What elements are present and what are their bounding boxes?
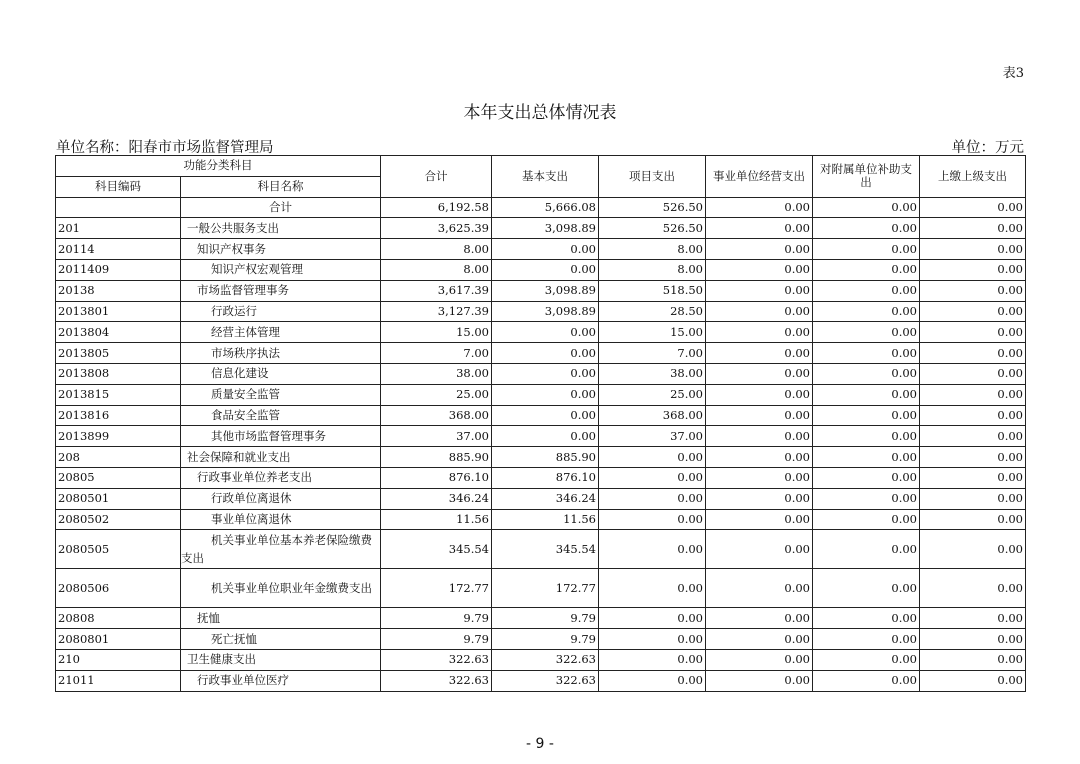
cell-total: 322.63 [381,670,492,691]
cell-business: 0.00 [706,218,813,239]
cell-upper: 0.00 [920,343,1026,364]
cell-basic: 876.10 [492,467,599,488]
cell-name: 知识产权宏观管理 [181,259,381,280]
cell-subsidy: 0.00 [813,467,920,488]
cell-subsidy: 0.00 [813,322,920,343]
cell-name-text: 机关事业单位职业年金缴费支出 [211,581,372,596]
table-row [56,384,1026,405]
table-row [56,343,1026,364]
cell-total: 9.79 [381,629,492,650]
cell-code: 21011 [56,670,181,691]
cell-subsidy: 0.00 [813,301,920,322]
cell-upper: 0.00 [920,259,1026,280]
unit-label: 单位：万元 [951,140,1024,156]
cell-basic: 322.63 [492,670,599,691]
cell-subsidy: 0.00 [813,218,920,239]
cell-basic: 0.00 [492,239,599,260]
cell-upper: 0.00 [920,467,1026,488]
cell-name: 行政事业单位养老支出 [181,467,381,488]
cell-business: 0.00 [706,280,813,301]
cell-basic: 9.79 [492,608,599,629]
cell-project: 0.00 [599,467,706,488]
cell-upper: 0.00 [920,509,1026,530]
table-row [56,530,1026,569]
cell-name: 经营主体管理 [181,322,381,343]
cell-upper: 0.00 [920,218,1026,239]
cell-business: 0.00 [706,608,813,629]
cell-total: 368.00 [381,405,492,426]
cell-project: 25.00 [599,384,706,405]
page-title: 本年支出总体情况表 [463,103,617,123]
cell-code: 20808 [56,608,181,629]
cell-upper: 0.00 [920,239,1026,260]
cell-name: 其他市场监督管理事务 [181,426,381,447]
cell-upper: 0.00 [920,447,1026,468]
cell-upper: 0.00 [920,608,1026,629]
cell-upper: 0.00 [920,197,1026,218]
table-row [56,322,1026,343]
cell-code: 2013801 [56,301,181,322]
cell-project: 37.00 [599,426,706,447]
cell-subsidy: 0.00 [813,569,920,608]
cell-upper: 0.00 [920,280,1026,301]
cell-business: 0.00 [706,301,813,322]
cell-code: 2013804 [56,322,181,343]
cell-project: 526.50 [599,197,706,218]
cell-total: 172.77 [381,569,492,608]
cell-upper: 0.00 [920,629,1026,650]
cell-business: 0.00 [706,197,813,218]
cell-subsidy: 0.00 [813,447,920,468]
cell-project: 0.00 [599,447,706,468]
cell-upper: 0.00 [920,530,1026,569]
cell-business: 0.00 [706,629,813,650]
cell-project: 518.50 [599,280,706,301]
cell-basic: 0.00 [492,322,599,343]
table-row [56,405,1026,426]
cell-total: 3,625.39 [381,218,492,239]
cell-code: 2080506 [56,569,181,608]
cell-basic: 5,666.08 [492,197,599,218]
cell-business: 0.00 [706,384,813,405]
cell-business: 0.00 [706,343,813,364]
cell-subsidy: 0.00 [813,488,920,509]
cell-business: 0.00 [706,426,813,447]
cell-code [56,197,181,218]
cell-business: 0.00 [706,569,813,608]
cell-business: 0.00 [706,530,813,569]
cell-basic: 3,098.89 [492,280,599,301]
cell-name [181,569,381,608]
cell-total: 8.00 [381,259,492,280]
cell-project: 368.00 [599,405,706,426]
cell-basic: 346.24 [492,488,599,509]
cell-subsidy: 0.00 [813,280,920,301]
table-row [56,426,1026,447]
cell-total: 11.56 [381,509,492,530]
cell-total: 6,192.58 [381,197,492,218]
cell-upper: 0.00 [920,670,1026,691]
cell-business: 0.00 [706,670,813,691]
table-row [56,649,1026,670]
cell-basic: 9.79 [492,629,599,650]
cell-project: 526.50 [599,218,706,239]
cell-project: 8.00 [599,259,706,280]
cell-name: 市场监督管理事务 [181,280,381,301]
cell-name: 死亡抚恤 [181,629,381,650]
cell-subsidy: 0.00 [813,363,920,384]
cell-basic: 885.90 [492,447,599,468]
table-row [56,239,1026,260]
cell-upper: 0.00 [920,301,1026,322]
cell-project: 0.00 [599,509,706,530]
cell-code: 201 [56,218,181,239]
cell-project: 0.00 [599,530,706,569]
cell-code: 2013816 [56,405,181,426]
header-code: 科目编码 [56,176,181,197]
cell-upper: 0.00 [920,426,1026,447]
cell-subsidy: 0.00 [813,426,920,447]
cell-business: 0.00 [706,405,813,426]
cell-total: 38.00 [381,363,492,384]
cell-subsidy: 0.00 [813,629,920,650]
cell-basic: 0.00 [492,363,599,384]
cell-code: 20114 [56,239,181,260]
cell-subsidy: 0.00 [813,530,920,569]
cell-business: 0.00 [706,509,813,530]
cell-total: 3,617.39 [381,280,492,301]
cell-name: 事业单位离退休 [181,509,381,530]
table-row [56,259,1026,280]
cell-code: 2013805 [56,343,181,364]
cell-project: 0.00 [599,670,706,691]
cell-basic: 172.77 [492,569,599,608]
cell-subsidy: 0.00 [813,608,920,629]
cell-project: 0.00 [599,608,706,629]
cell-code: 210 [56,649,181,670]
cell-business: 0.00 [706,239,813,260]
cell-upper: 0.00 [920,322,1026,343]
cell-code: 2080505 [56,530,181,569]
cell-project: 15.00 [599,322,706,343]
cell-basic: 3,098.89 [492,218,599,239]
cell-total: 7.00 [381,343,492,364]
table-row [56,467,1026,488]
cell-business: 0.00 [706,447,813,468]
cell-basic: 0.00 [492,384,599,405]
table-body [56,197,1026,691]
cell-project: 0.00 [599,649,706,670]
cell-name: 行政运行 [181,301,381,322]
table-row [56,569,1026,608]
table-row [56,363,1026,384]
cell-subsidy: 0.00 [813,259,920,280]
cell-name: 抚恤 [181,608,381,629]
header-row-1 [56,156,1026,177]
cell-basic: 0.00 [492,343,599,364]
cell-name: 一般公共服务支出 [181,218,381,239]
cell-code: 2013899 [56,426,181,447]
cell-project: 0.00 [599,488,706,509]
cell-total: 885.90 [381,447,492,468]
table-row [56,447,1026,468]
table-row [56,608,1026,629]
cell-code: 2011409 [56,259,181,280]
cell-code: 20805 [56,467,181,488]
header-upper: 上缴上级支出 [920,156,1026,198]
cell-total: 25.00 [381,384,492,405]
table-row [56,670,1026,691]
table-row [56,488,1026,509]
expenditure-table [55,155,1026,692]
cell-project: 28.50 [599,301,706,322]
cell-name-text: 机关事业单位基本养老保险缴费支出 [181,533,372,566]
cell-code: 2080501 [56,488,181,509]
cell-business: 0.00 [706,467,813,488]
cell-total: 346.24 [381,488,492,509]
header-basic: 基本支出 [492,156,599,198]
header-project: 项目支出 [599,156,706,198]
cell-name: 社会保障和就业支出 [181,447,381,468]
cell-project: 7.00 [599,343,706,364]
cell-project: 38.00 [599,363,706,384]
cell-upper: 0.00 [920,488,1026,509]
header-total: 合计 [381,156,492,198]
cell-project: 0.00 [599,629,706,650]
cell-basic: 0.00 [492,426,599,447]
cell-code: 2013815 [56,384,181,405]
table-row [56,509,1026,530]
cell-total: 876.10 [381,467,492,488]
cell-name: 食品安全监管 [181,405,381,426]
table-row [56,197,1026,218]
table-number: 表3 [1002,66,1024,81]
cell-subsidy: 0.00 [813,509,920,530]
cell-subsidy: 0.00 [813,649,920,670]
cell-total: 15.00 [381,322,492,343]
cell-project: 0.00 [599,569,706,608]
cell-code: 20138 [56,280,181,301]
cell-name: 质量安全监管 [181,384,381,405]
cell-total: 9.79 [381,608,492,629]
table-row [56,218,1026,239]
cell-upper: 0.00 [920,569,1026,608]
cell-basic: 11.56 [492,509,599,530]
cell-code: 2080502 [56,509,181,530]
cell-subsidy: 0.00 [813,343,920,364]
cell-basic: 322.63 [492,649,599,670]
cell-total: 322.63 [381,649,492,670]
cell-basic: 345.54 [492,530,599,569]
cell-total: 345.54 [381,530,492,569]
cell-project: 8.00 [599,239,706,260]
cell-total: 3,127.39 [381,301,492,322]
cell-subsidy: 0.00 [813,384,920,405]
cell-business: 0.00 [706,488,813,509]
cell-name: 行政事业单位医疗 [181,670,381,691]
cell-business: 0.00 [706,322,813,343]
cell-name: 合计 [181,197,381,218]
header-function-category: 功能分类科目 [56,156,381,177]
cell-basic: 0.00 [492,405,599,426]
table-row [56,629,1026,650]
cell-basic: 3,098.89 [492,301,599,322]
cell-name: 市场秩序执法 [181,343,381,364]
cell-total: 8.00 [381,239,492,260]
cell-name: 行政单位离退休 [181,488,381,509]
cell-name: 卫生健康支出 [181,649,381,670]
cell-basic: 0.00 [492,259,599,280]
unit-name-label: 单位名称：阳春市市场监督管理局 [56,140,274,156]
cell-subsidy: 0.00 [813,670,920,691]
cell-name [181,530,381,569]
cell-code: 208 [56,447,181,468]
header-subsidy: 对附属单位补助支出 [813,156,920,198]
table-row [56,301,1026,322]
cell-subsidy: 0.00 [813,239,920,260]
cell-subsidy: 0.00 [813,405,920,426]
cell-total: 37.00 [381,426,492,447]
cell-upper: 0.00 [920,649,1026,670]
header-name: 科目名称 [181,176,381,197]
page-number: - 9 - [526,736,554,752]
cell-subsidy: 0.00 [813,197,920,218]
cell-code: 2013808 [56,363,181,384]
cell-code: 2080801 [56,629,181,650]
cell-business: 0.00 [706,649,813,670]
table-row [56,280,1026,301]
header-business: 事业单位经营支出 [706,156,813,198]
cell-upper: 0.00 [920,384,1026,405]
cell-name: 知识产权事务 [181,239,381,260]
cell-business: 0.00 [706,259,813,280]
cell-name: 信息化建设 [181,363,381,384]
cell-upper: 0.00 [920,363,1026,384]
cell-business: 0.00 [706,363,813,384]
cell-upper: 0.00 [920,405,1026,426]
